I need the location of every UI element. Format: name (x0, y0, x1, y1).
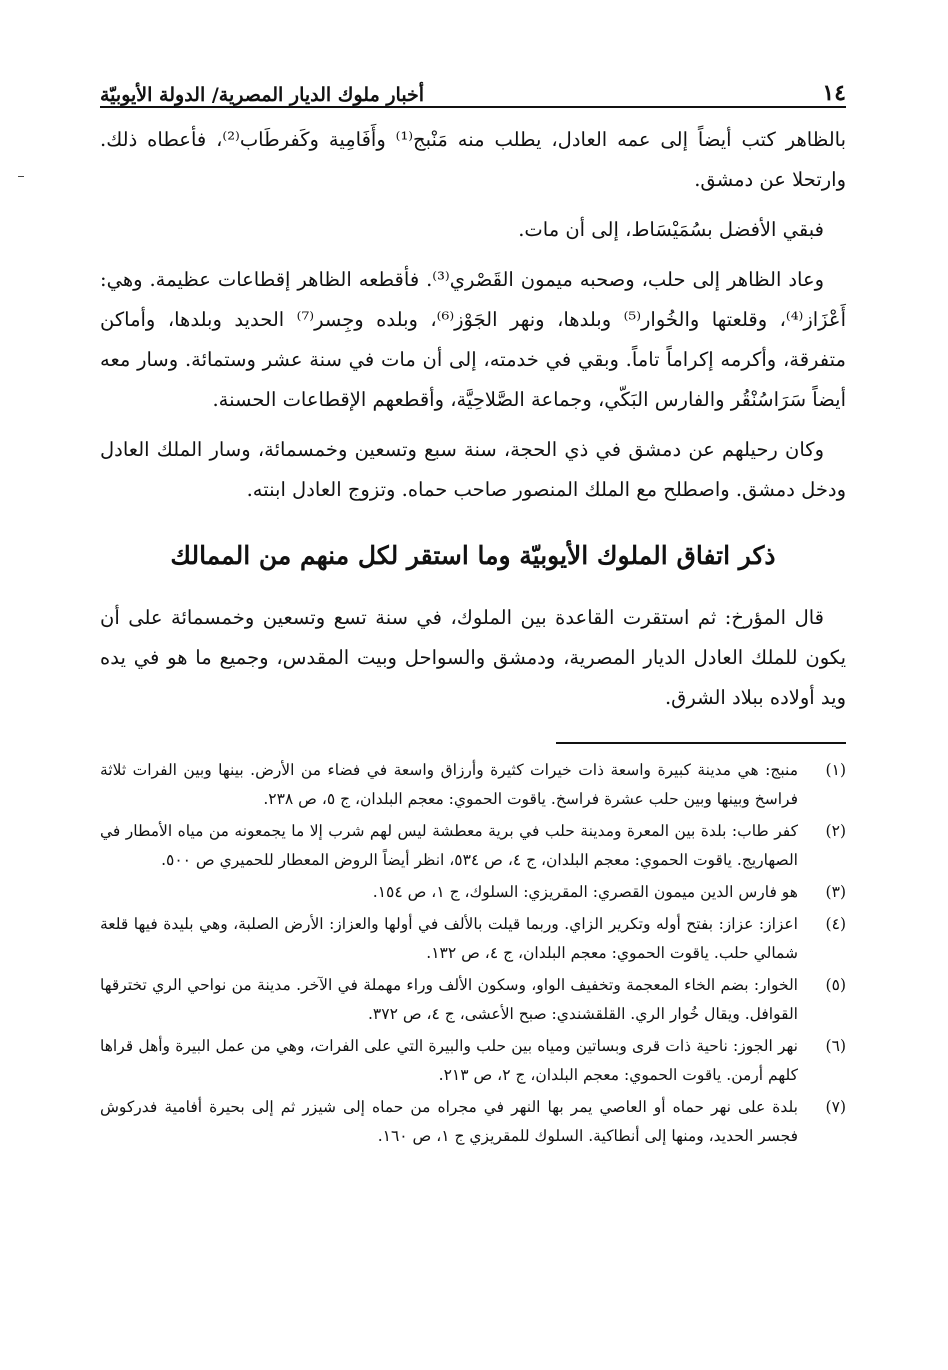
footnote-number: (٧) (825, 1098, 846, 1116)
footnote-divider (556, 742, 846, 744)
footnote-number: (٢) (825, 822, 846, 840)
footnote (100, 817, 846, 875)
footnote (100, 878, 846, 907)
section-paragraph: قال المؤرخ: ثم استقرت القاعدة بين الملوك، في سنة تسع وتسعين وخمسمائة على أن يكون للملك العادل الديار المصرية، ودمشق والسواحل وبيت المقدس، وجميع ما هو في يده ويد أولاده ببلاد الشرق. (100, 606, 846, 709)
footnote (100, 1032, 846, 1090)
footnote (100, 971, 846, 1029)
footnote-number: (١) (825, 761, 846, 779)
footnote-text: الخوار: بضم الخاء المعجمة وتخفيف الواو، وسكون الألف وراء مهملة في الآخر. مدينة من نواحي الري تخترقها القوافل. ويقال خُوار الري. القلقشندي: صبح الأعشى، ج ٤، ص ٣٧٢. (100, 976, 798, 1023)
page-number: ١٤ (822, 80, 846, 106)
footnote-number: (٦) (825, 1037, 846, 1055)
footnote-text: منبج: هي مدينة كبيرة واسعة ذات خيرات كثيرة وأرزاق واسعة في فضاء من الأرض. بينها وبين الفرات ثلاثة فراسخ وبينها وبين حلب عشرة فراسخ. ياقوت الحموي: معجم البلدان، ج ٥، ص ٢٣٨. (100, 761, 798, 808)
paragraph: وكان رحيلهم عن دمشق في ذي الحجة، سنة سبع وتسعين وخمسمائة، وسار الملك العادل ودخل دمشق. واصطلح مع الملك المنصور صاحب حماه. وتزوج العادل ابنته. (100, 438, 846, 501)
page-header (100, 72, 846, 108)
paragraph: بالظاهر كتب أيضاً إلى عمه العادل، يطلب منه مَنْبج⁽¹⁾ وأَفَامِية وكَفرطَاب⁽²⁾، فأعطاه ذلك. وارتحلا عن دمشق. (100, 128, 846, 191)
margin-mark (18, 176, 24, 177)
footnote-number: (٤) (825, 915, 846, 933)
footnote (100, 756, 846, 814)
footnote (100, 910, 846, 968)
book-page (100, 72, 846, 1154)
footnote (100, 1093, 846, 1151)
running-title: أخبار ملوك الديار المصرية/ الدولة الأيوبيّة (100, 84, 425, 106)
footnote-number: (٥) (825, 976, 846, 994)
footnote-text: هو فارس الدين ميمون القصري: المقريزي: السلوك، ج ١، ص ١٥٤. (372, 883, 798, 901)
section-heading: ذكر اتفاق الملوك الأيوبيّة وما استقر لكل منهم من الممالك (170, 541, 776, 570)
footnote-text: كفر طاب: بلدة بين المعرة ومدينة حلب في برية معطشة ليس لهم شرب إلا ما يجمعونه من مياه الأمطار في الصهاريج. ياقوت الحموي: معجم البلدان، ج ٤، ص ٥٣٤، انظر أيضاً الروض المعطار للحميري ص ٥٠٠. (100, 822, 798, 869)
footnote-text: نهر الجوز: ناحية ذات قرى وبساتين ومياه بين حلب والبيرة التي على الفرات، وهي من عمل البيرة وأهل قراها كلهم أرمن. ياقوت الحموي: معجم البلدان، ج ٢، ص ٢١٣. (100, 1037, 798, 1084)
main-text (100, 120, 846, 718)
paragraph: فبقي الأفضل بسُمَيْسَاط، إلى أن مات. (518, 218, 824, 241)
footnotes (100, 756, 846, 1151)
footnote-text: بلدة على نهر حماه أو العاصي يمر بها النهر في مجراه من حماه إلى شيزر ثم إلى بحيرة أفامية فدركوش فجسر الحديد، ومنها إلى أنطاكية. السلوك للمقريزي ج ١، ص ١٦٠. (100, 1098, 798, 1145)
footnote-number: (٣) (825, 883, 846, 901)
footnote-text: اعزاز: عزاز: بفتح أوله وتكرير الزاي. وربما قيلت بالألف في أولها والعزاز: الأرض الصلبة، وهي بليدة فيها قلعة شمالي حلب. ياقوت الحموي: معجم البلدان، ج ٤، ص ١٣٢. (100, 915, 798, 962)
paragraph: وعاد الظاهر إلى حلب، وصحبه ميمون القَصْري⁽³⁾. فأقطعه الظاهر إقطاعات عظيمة. وهي: أَعْزَاز⁽⁴⁾، وقلعتها والخُوار⁽⁵⁾ وبلدها، ونهر الجَوْز⁽⁶⁾، وبلده وجِسر⁽⁷⁾ الحديد وبلدها، وأماكن متفرقة، وأكرمه إكراماً تاماً. وبقي في خدمته، إلى أن مات في سنة عشر وستمائة. وسار معه أيضاً سَرَاسُنْقُر والفارس البَكّي، وجماعة الصَّلاحِيَّة، وأقطعهم الإقطاعات الحسنة. (100, 268, 846, 411)
